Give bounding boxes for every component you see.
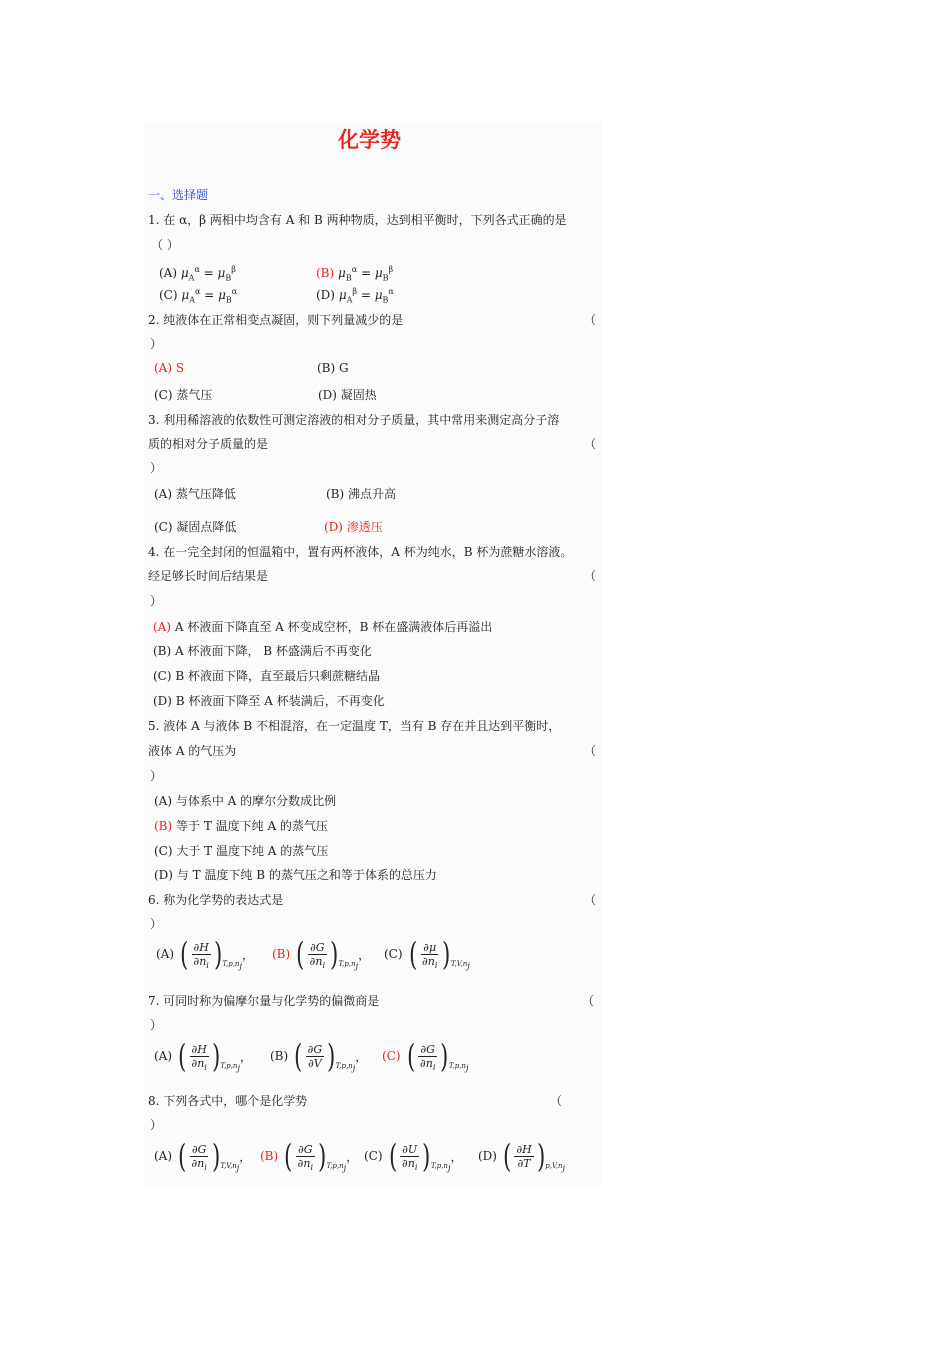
- q7-c-label: (C): [382, 1049, 401, 1063]
- q5-b-label: (B): [154, 819, 173, 833]
- q8-option-b: (B) ( $\frac{\partial G}{\partial n_i}$ ) $T,p,n_j$ ，: [260, 1137, 359, 1175]
- q8-option-a: (A) ( $\frac{\partial G}{\partial n_i}$ ) $T,V,n_j$ ，: [154, 1137, 252, 1175]
- q3-option-a: (A) 蒸气压降低: [154, 487, 236, 501]
- q1-a-label: (A): [159, 266, 178, 280]
- q7-stem: 7. 可同时称为偏摩尔量与化学势的偏微商是: [148, 994, 380, 1008]
- q8-paren-open: （: [550, 1094, 563, 1108]
- q5-stem-line1: 5. 液体 A 与液体 B 不相混溶，在一定温度 T，当有 B 存在并且达到平衡时，: [148, 719, 561, 733]
- q2-paren-close: ）: [150, 337, 163, 351]
- q6-stem: 6. 称为化学势的表达式是: [148, 893, 284, 907]
- q8-option-d: (D) ( $\frac{\partial H}{\partial T}$ ) $p,V,n_j$: [478, 1137, 565, 1175]
- q6-paren-open: （: [584, 893, 597, 907]
- q5-option-d: (D) 与 T 温度下纯 B 的蒸气压之和等于体系的总压力: [154, 868, 437, 882]
- q4-option-b: (B) A 杯液面下降， B 杯盛满后不再变化: [153, 644, 372, 658]
- q6-a-label: (A): [156, 947, 175, 961]
- q1-d-label: (D): [316, 288, 335, 302]
- q1-answer-paren: （ ）: [151, 238, 179, 252]
- q6-b-label: (B): [272, 947, 291, 961]
- q4-stem-line1: 4. 在一完全封闭的恒温箱中，置有两杯液体，A 杯为纯水，B 杯为蔗糖水溶液。: [148, 545, 573, 559]
- q3-stem-line2: 质的相对分子质量的是: [148, 437, 269, 451]
- q1-stem: 1. 在 α，β 两相中均含有 A 和 B 两种物质，达到相平衡时，下列各式正确的是: [148, 213, 567, 227]
- q7-paren-open: （: [582, 994, 595, 1008]
- q5-stem-line2: 液体 A 的气压为: [148, 744, 237, 758]
- q3-option-c: (C) 凝固点降低: [154, 520, 237, 534]
- q4-option-a: [153, 618, 492, 635]
- q5-paren-close: ）: [150, 769, 163, 783]
- q8-c-label: (C): [364, 1149, 383, 1163]
- q7-option-b: (B) ( $\frac{\partial G}{\partial V}$ ) $T,p,n_j$ ，: [270, 1037, 368, 1075]
- q8-b-label: (B): [260, 1149, 279, 1163]
- q1-c-label: (C): [159, 288, 178, 302]
- q2-option-a: (A) S: [154, 361, 185, 375]
- q2-option-c: (C) 蒸气压: [154, 388, 213, 402]
- q6-option-c: (C) ( $\frac{\partial\mu}{\partial n_i}$ ) $T,V,n_j$: [384, 935, 470, 973]
- q6-option-b: (B) ( $\frac{\partial G}{\partial n_i}$ ) $T,p,n_j$ ，: [272, 935, 371, 973]
- q5-paren-open: （: [584, 744, 597, 758]
- q4-a-label: (A): [153, 620, 172, 634]
- q3-option-b: (B) 沸点升高: [326, 487, 396, 501]
- q3-option-d: (D) 渗透压: [324, 520, 383, 534]
- q4-option-c: (C) B 杯液面下降，直至最后只剩蔗糖结晶: [153, 669, 380, 683]
- q5-b-text: 等于 T 温度下纯 A 的蒸气压: [172, 819, 328, 833]
- q1-option-b: (B) $\mu_B^\alpha = \mu_B^\beta$: [316, 265, 394, 283]
- q7-a-label: (A): [154, 1049, 173, 1063]
- q6-paren-close: ）: [150, 917, 163, 931]
- q4-stem-line2: 经足够长时间后结果是: [148, 569, 269, 583]
- q7-option-a: (A) ( $\frac{\partial H}{\partial n_i}$ ) $T,p,n_j$ ，: [154, 1037, 252, 1075]
- q8-d-label: (D): [478, 1149, 497, 1163]
- q7-paren-close: ）: [150, 1018, 163, 1032]
- q5-option-b: [154, 817, 328, 834]
- q1-option-a: (A) $\mu_A^\alpha = \mu_B^\beta$: [159, 265, 236, 283]
- q8-paren-close: ）: [150, 1118, 163, 1132]
- q6-c-label: (C): [384, 947, 403, 961]
- q7-b-label: (B): [270, 1049, 289, 1063]
- q3-paren-close: ）: [150, 461, 163, 475]
- q2-option-b: (B) G: [317, 361, 349, 375]
- q4-paren-close: ）: [150, 594, 163, 608]
- page-title: 化学势: [338, 128, 401, 152]
- q2-paren-open: （: [584, 313, 597, 327]
- q8-option-c: (C) ( $\frac{\partial U}{\partial n_i}$ ) $T,p,n_j$ ，: [364, 1137, 463, 1175]
- q3-stem-line1: 3. 利用稀溶液的依数性可测定溶液的相对分子质量，其中常用来测定高分子溶: [148, 413, 560, 427]
- q1-b-label: (B): [316, 266, 335, 280]
- q3-paren-open: （: [584, 437, 597, 451]
- q1-option-d: (D) $\mu_A^\beta = \mu_B^\alpha$: [316, 287, 394, 305]
- q8-a-label: (A): [154, 1149, 173, 1163]
- q8-stem: 8. 下列各式中，哪个是化学势: [148, 1094, 308, 1108]
- q6-option-a: (A) ( $\frac{\partial H}{\partial n_i}$ ) $T,p,n_j$ ，: [156, 935, 254, 973]
- q5-option-c: (C) 大于 T 温度下纯 A 的蒸气压: [154, 844, 329, 858]
- q4-option-d: (D) B 杯液面下降至 A 杯装满后，不再变化: [153, 694, 385, 708]
- q2-option-d: (D) 凝固热: [318, 388, 377, 402]
- q1-option-c: (C) $\mu_A^\alpha = \mu_B^\alpha$: [159, 287, 238, 305]
- q7-option-c: (C) ( $\frac{\partial G}{\partial n_i}$ ) $T,p,n_j$: [382, 1037, 469, 1075]
- section-heading: 一、选择题: [148, 188, 209, 202]
- q2-stem: 2. 纯液体在正常相变点凝固，则下列量减少的是: [148, 313, 404, 327]
- q4-a-text: A 杯液面下降直至 A 杯变成空杯，B 杯在盛满液体后再溢出: [171, 620, 493, 634]
- q4-paren-open: （: [584, 569, 597, 583]
- q5-option-a: (A) 与体系中 A 的摩尔分数成比例: [154, 794, 337, 808]
